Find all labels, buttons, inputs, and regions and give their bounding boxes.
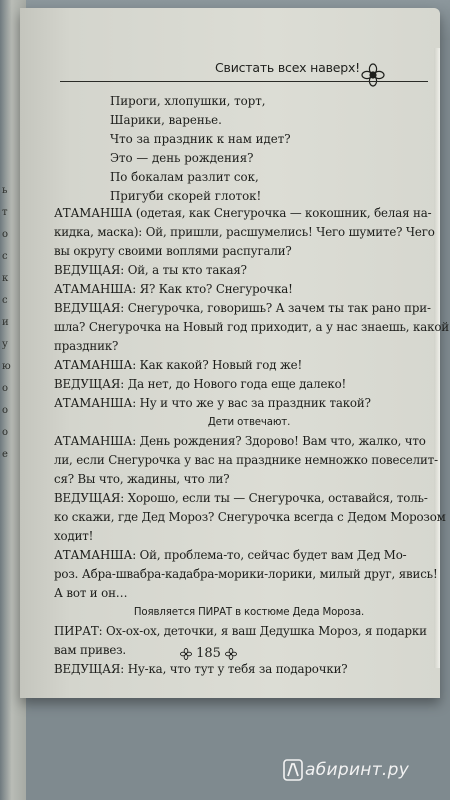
left-fragment: ь: [2, 185, 8, 196]
left-fragment: с: [2, 295, 8, 306]
left-fragment: о: [2, 405, 9, 416]
text-line: ВЕДУЩАЯ: Ой, а ты кто такая?: [54, 263, 247, 277]
page-number: 185: [196, 646, 221, 661]
text-line: вы округу своими воплями распугали?: [54, 244, 292, 258]
text-line: ВЕДУЩАЯ: Хорошо, если ты — Снегурочка, оставайся, толь-: [54, 491, 428, 505]
left-fragment: о: [2, 427, 9, 438]
left-fragment: и: [2, 317, 9, 328]
text-line: ВЕДУЩАЯ: Снегурочка, говоришь? А зачем ты так рано при-: [54, 301, 431, 315]
labirint-logo-icon: [283, 759, 303, 781]
text-line: ко скажи, где Дед Мороз? Снегурочка всегда с Дедом Морозом: [54, 510, 446, 524]
text-line: АТАМАНША: Как какой? Новый год же!: [54, 358, 303, 372]
flower-ornament-icon: [180, 648, 192, 660]
header-rule: [60, 81, 428, 82]
text-line: А вот и он…: [54, 586, 128, 600]
text-line: ходит!: [54, 529, 94, 543]
left-fragment: у: [2, 339, 8, 350]
left-fragment: т: [2, 207, 8, 218]
flower-ornament-icon: [225, 648, 237, 660]
poem-line: Что за праздник к нам идет?: [110, 132, 291, 146]
text-line: роз. Абра-швабра-кадабра-морики-лорики, милый друг, явись!: [54, 567, 438, 581]
left-fragment: о: [2, 383, 9, 394]
stage-direction: Появляется ПИРАТ в костюме Деда Мороза.: [133, 607, 365, 618]
text-line: ВЕДУЩАЯ: Да нет, до Нового года еще далеко!: [54, 377, 347, 391]
running-header: Свистать всех наверх!: [215, 60, 360, 75]
text-line: кидка, маска): Ой, пришли, расшумелись! Чего шумите? Чего: [54, 225, 435, 239]
text-line: АТАМАНША: Ой, проблема-то, сейчас будет вам Дед Мо-: [54, 548, 407, 562]
left-fragment: к: [2, 273, 9, 284]
text-line: шла? Снегурочка на Новый год приходит, а у нас знаешь, какой: [54, 320, 450, 334]
poem-line: По бокалам разлит сок,: [110, 170, 259, 184]
text-line: вам привез.: [54, 643, 127, 657]
text-line: АТАМАНША: Ну и что же у вас за праздник такой?: [54, 396, 371, 410]
body-text: [54, 204, 450, 679]
stage-direction: Дети отвечают.: [207, 417, 291, 428]
text-line: АТАМАНША (одетая, как Снегурочка — кокошник, белая на-: [54, 206, 432, 220]
watermark-text: абиринт.ру: [305, 760, 410, 780]
poem-line: Шарики, варенье.: [110, 113, 222, 127]
poem-line: Это — день рождения?: [110, 151, 254, 165]
poem-line: Пригуби скорей глоток!: [110, 189, 262, 203]
poem-line: Пироги, хлопушки, торт,: [110, 94, 266, 108]
left-fragment: о: [2, 229, 9, 240]
text-line: ли, если Снегурочка у вас на празднике немножко повеселит-: [54, 453, 438, 467]
text-line: праздник?: [54, 339, 119, 353]
poem: [110, 92, 291, 206]
flower-icon: [360, 62, 386, 88]
left-fragment: е: [2, 449, 8, 460]
page-number-block: [180, 646, 237, 661]
text-line: ВЕДУЩАЯ: Ну-ка, что тут у тебя за подарочки?: [54, 662, 348, 676]
left-fragment: ю: [2, 361, 11, 372]
text-line: ПИРАТ: Ох-ох-ох, деточки, я ваш Дедушка Мороз, я подарки: [54, 624, 427, 638]
book-page: [20, 8, 450, 698]
text-line: АТАМАНША: Я? Как кто? Снегурочка!: [54, 282, 293, 296]
left-fragment: с: [2, 251, 8, 262]
text-line: ся? Вы что, жадины, что ли?: [54, 472, 230, 486]
text-line: АТАМАНША: День рождения? Здорово! Вам что, жалко, что: [54, 434, 426, 448]
